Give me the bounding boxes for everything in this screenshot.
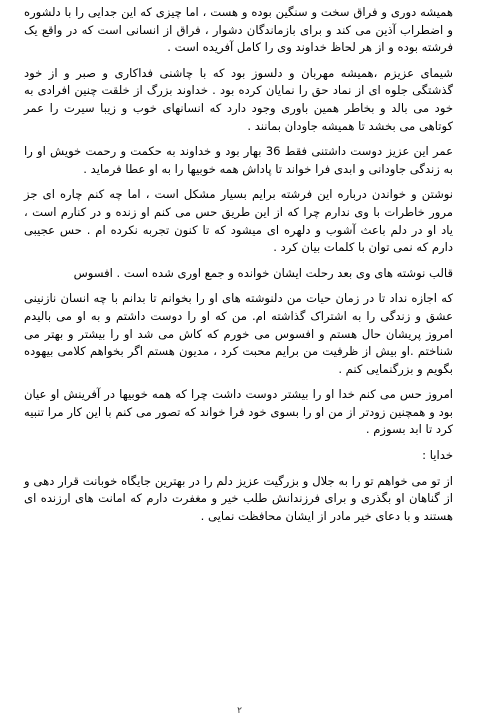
prayer-heading: خدایا : xyxy=(422,448,453,463)
document-body xyxy=(24,4,453,525)
paragraph-3: عمر این عزیز دوست داشتنی فقط 36 بهار بود و خداوند به حکمت و رحمت خویش او را به زندگی جاودانی و ابدی فرا خواند تا پاداش همه خوبیها را به او عطا فرماید . xyxy=(24,144,453,176)
paragraph-5: قالب نوشته های وی بعد رحلت ایشان خوانده و جمع اوری شده است . افسوس xyxy=(73,265,453,280)
closing-paragraph: از تو می خواهم تو را به جلال و بزرگیت عزیز دلم را در بهترین جایگاه خوبانت قرار دهی و از گناهان او بگذری و برای فرزندانش طلب خیر و مغفرت دارم که امانت های ارزنده ای هستند و با دعای خیر مادر از ایشان محافظت نمایی . xyxy=(24,473,453,523)
paragraph-4: نوشتن و خواندن درباره این فرشته برایم بسیار مشکل است ، اما چه کنم چاره ای جز مرور خاطرات با وی ندارم چرا که از این طریق حس می کنم او زنده و در کنارم است ، یاد او در دلم باعث آشوب و دلهره ای میشود که تا کنون تجربه نکرده ام . حس عجیبی دارم که نمی توان با کلمات بیان کرد . xyxy=(24,187,453,255)
paragraph-6: که اجازه نداد تا در زمان حیات من دلنوشته های او را بخوانم تا بدانم با چه انسان نازنینی عشق و زندگی را به اشتراک گذاشته ام. من که او را دوست داشتم و به او می بالیدم امروز پریشان حال هستم و افسوس می خورم که کاش می شد او را بیشتر و بهتر می شناختم .او بیش از ظرفیت من برایم محبت کرد ، مدیون هستم اگر بخواهم کلامی بیهوده بگویم و بزرگنمایی کنم . xyxy=(24,291,453,376)
page-number: ۲ xyxy=(237,706,242,716)
paragraph-1: همیشه دوری و فراق سخت و سنگین بوده و هست ، اما چیزی که این جدایی را با دلشوره و اضطراب آذین می کند و برای بازماندگان دشوار ، فراق از انسانی است که در واقع یک فرشته بوده و از هر لحاظ خداوند وی را کامل آفریده است . xyxy=(24,5,453,55)
paragraph-2: شیمای عزیزم ،همیشه مهربان و دلسوز بود که با چاشنی فداکاری و صبر و از خود گذشتگی جلوه ای از نماد حق را نمایان کرده بود . خداوند بزرگ از خلقت چنین افرادی به خود می بالد و بخاطر همین باوری وجود دارد که انسانهای خوب و زیبا سیرت را عمر کوتاهی می بخشد تا همیشه جاودان بمانند . xyxy=(24,65,453,133)
paragraph-7: امروز حس می کنم خدا او را بیشتر دوست داشت چرا که همه خوبیها در آفرینش او عیان بود و همچنین زودتر از من او را بسوی خود فرا خواند که تصور می کنم با این کار مرا تنبیه کرد تا ابد بسوزم . xyxy=(24,387,453,437)
